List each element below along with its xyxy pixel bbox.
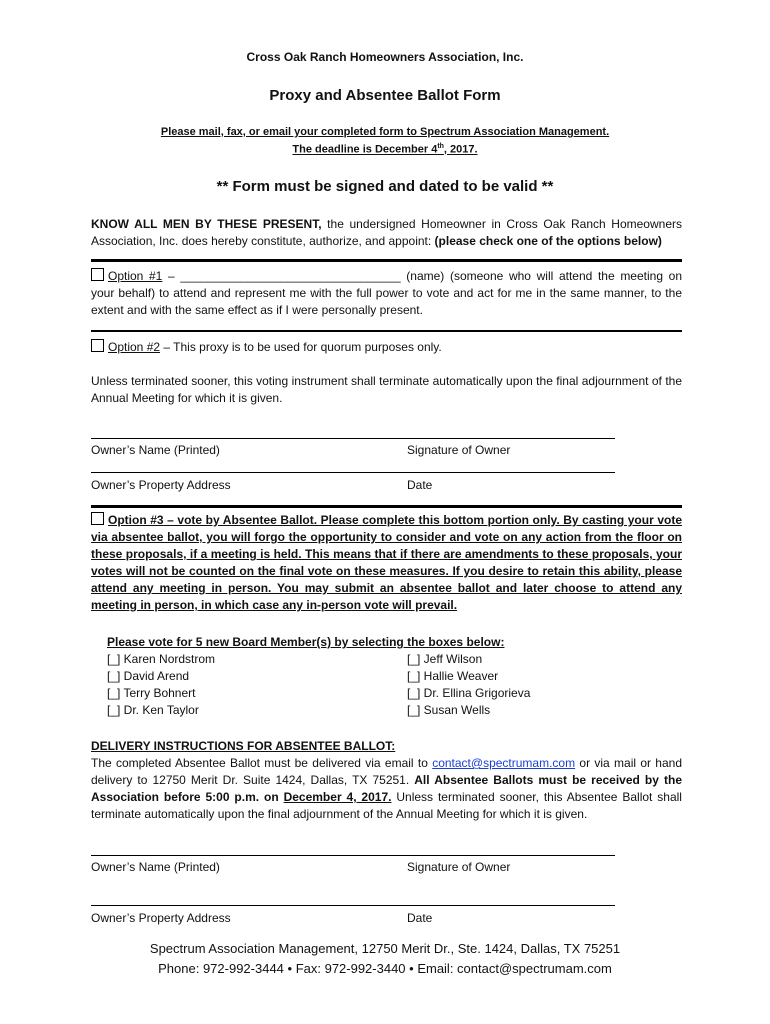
option3-text: – vote by Absentee Ballot. Please complete this bottom portion only. By casting your vote via absentee ballot, you will forgo the opportunity to consider and vote on any action from the floor on these proposals, if a meeting is held. This means that if there are amendments to these proposals, your votes will not be counted on the final vote on these measures. If you desire to retain this ability, please attend any meeting in person. You may submit an absentee ballot and later choose to attend any meeting in person, in which case any in-person vote will prevail. xyxy=(91,513,683,612)
form-title: Proxy and Absentee Ballot Form xyxy=(269,87,501,104)
intro-text: the undersigned Homeowner in Cross Oak Ranch Homeowners Association, Inc. does hereby constitute, authorize, and appoint: xyxy=(91,217,682,248)
date-label: Date xyxy=(407,911,433,925)
divider-rule xyxy=(91,505,682,508)
delivery-bold-date: December 4, 2017. xyxy=(283,790,392,804)
owner-name-line[interactable] xyxy=(91,855,615,856)
option1-dash: – xyxy=(162,269,181,283)
delivery-email-link[interactable]: contact@spectrumam.com xyxy=(432,756,576,770)
delivery-paragraph xyxy=(91,755,682,823)
candidate-ellina-grigorieva[interactable]: [_] Dr. Ellina Grigorieva xyxy=(407,686,531,700)
deadline-sup: th xyxy=(437,143,444,150)
ballot-heading: Please vote for 5 new Board Member(s) by selecting the boxes below: xyxy=(107,635,505,649)
signature-label: Signature of Owner xyxy=(407,860,511,874)
candidate-jeff-wilson[interactable]: [_] Jeff Wilson xyxy=(407,652,483,666)
candidate-david-arend[interactable]: [_] David Arend xyxy=(107,669,190,683)
divider-rule xyxy=(91,259,682,262)
signature-label: Signature of Owner xyxy=(407,443,511,457)
footer-address: Spectrum Association Management, 12750 Merit Dr., Ste. 1424, Dallas, TX 75251 xyxy=(149,941,621,956)
delivery-text-c: Unless terminated sooner, this Absentee Ballot shall terminate automatically upon the final adjournment of the Annual Meeting for which it is given. xyxy=(91,790,682,821)
address-line[interactable] xyxy=(91,905,615,906)
candidate-ken-taylor[interactable]: [_] Dr. Ken Taylor xyxy=(107,703,199,717)
intro-paragraph xyxy=(91,216,682,250)
option2-text: – This proxy is to be used for quorum purposes only. xyxy=(160,340,442,354)
address-line[interactable] xyxy=(91,472,615,473)
candidate-hallie-weaver[interactable]: [_] Hallie Weaver xyxy=(407,669,499,683)
instruction-line: Please mail, fax, or email your completed form to Spectrum Association Management. xyxy=(160,126,610,138)
intro-bold-lead: KNOW ALL MEN BY THESE PRESENT, xyxy=(91,217,322,231)
candidate-karen-nordstrom[interactable]: [_] Karen Nordstrom xyxy=(107,652,216,666)
address-label: Owner’s Property Address xyxy=(91,911,231,925)
option1-label: Option #1 xyxy=(108,269,163,283)
validity-notice: ** Form must be signed and dated to be valid ** xyxy=(216,178,554,195)
option3-checkbox[interactable] xyxy=(91,512,104,525)
intro-bold-tail: (please check one of the options below) xyxy=(434,234,662,248)
option1-text: (name) (someone who will attend the meeting on your behalf) to attend and represent me with the full power to vote and act for me in the same manner, to the extent and with the same effect as if I were personally present. xyxy=(91,269,683,317)
org-name: Cross Oak Ranch Homeowners Association, Inc. xyxy=(246,50,524,64)
address-label: Owner’s Property Address xyxy=(91,478,231,492)
termination-text: Unless terminated sooner, this voting instrument shall terminate automatically upon the final adjournment of the Annual Meeting for which it is given. xyxy=(91,374,682,405)
option3-label: Option #3 xyxy=(108,513,164,527)
divider-rule xyxy=(91,330,682,332)
delivery-text-a: The completed Absentee Ballot must be delivered via email to xyxy=(91,756,433,770)
option2-paragraph xyxy=(91,339,682,356)
option1-paragraph xyxy=(91,268,682,319)
option2-checkbox[interactable] xyxy=(91,339,104,352)
deadline-prefix: The deadline is December 4 xyxy=(292,143,438,156)
delivery-heading: DELIVERY INSTRUCTIONS FOR ABSENTEE BALLOT: xyxy=(91,739,396,753)
footer-contact: Phone: 972-992-3444 • Fax: 972-992-3440 • Email: contact@spectrumam.com xyxy=(158,961,612,976)
deadline-line xyxy=(0,143,770,156)
option1-checkbox[interactable] xyxy=(91,268,104,281)
delivery-text-b: or via mail or hand delivery to 12750 Merit Dr. Suite 1424, Dallas, TX 75251. xyxy=(91,756,682,787)
delivery-bold-a: All Absentee Ballots must be received by the Association before 5:00 p.m. on xyxy=(91,773,682,804)
deadline-suffix: , 2017. xyxy=(443,143,478,156)
option1-name-blank[interactable]: _________________________________ xyxy=(180,269,401,283)
option3-paragraph xyxy=(91,512,682,614)
owner-name-label: Owner’s Name (Printed) xyxy=(91,860,220,874)
option2-label: Option #2 xyxy=(108,340,161,354)
owner-name-label: Owner’s Name (Printed) xyxy=(91,443,220,457)
date-label: Date xyxy=(407,478,433,492)
candidate-susan-wells[interactable]: [_] Susan Wells xyxy=(407,703,491,717)
candidate-terry-bohnert[interactable]: [_] Terry Bohnert xyxy=(107,686,196,700)
owner-name-line[interactable] xyxy=(91,438,615,439)
